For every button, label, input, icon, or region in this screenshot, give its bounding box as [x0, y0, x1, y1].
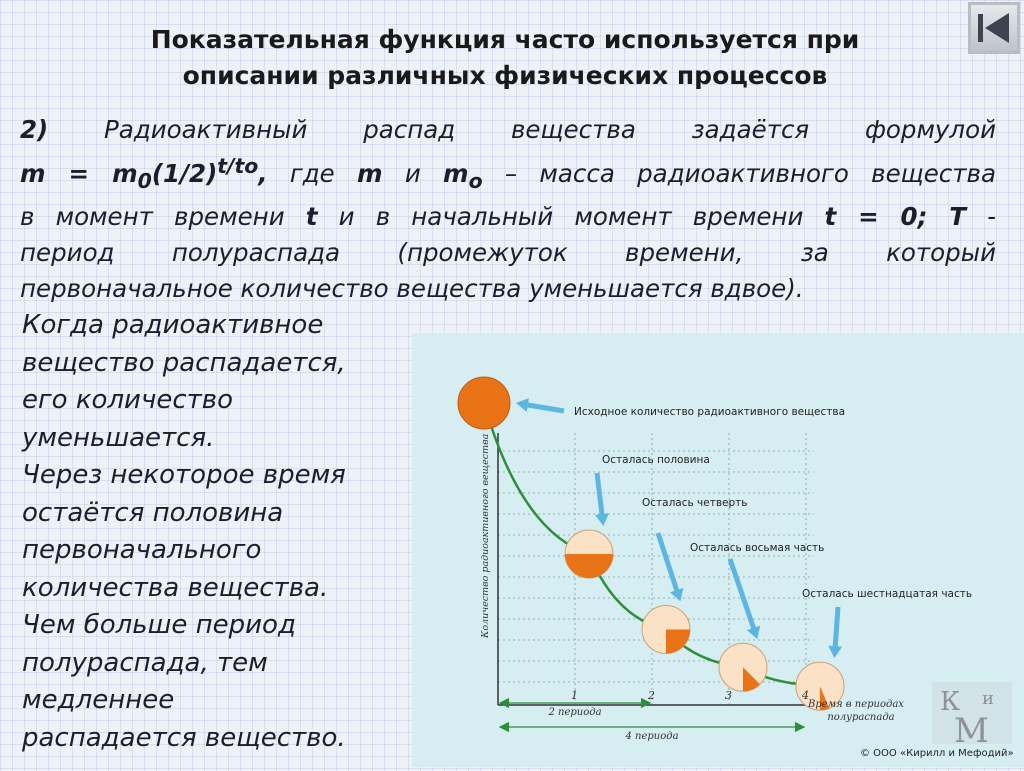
side-line: количества вещества. [22, 572, 329, 603]
side-line: Через некоторое время [22, 460, 346, 490]
period-span-label: 4 периода [625, 731, 679, 742]
formula-lhs: m = m [20, 159, 138, 189]
km-logo [932, 682, 1012, 744]
logo-letter-m: М [954, 711, 989, 744]
formula [20, 154, 268, 194]
pointer-arrow [728, 558, 761, 639]
var-t: t [305, 202, 318, 232]
side-line: его количество [22, 385, 233, 415]
item-number: 2) [20, 115, 49, 144]
side-text [22, 307, 422, 757]
point-label: Осталась восьмая часть [690, 542, 825, 554]
para-line-5: первоначальное количество вещества уменьшается вдвое). [20, 274, 804, 304]
side-line: уменьшается. [22, 422, 215, 453]
para-text: и в начальный момент времени [317, 202, 825, 232]
logo-letter-k: К [940, 687, 961, 717]
point-label: Осталась шестнадцатая часть [802, 588, 973, 600]
para-text: – масса радиоактивного вещества [482, 159, 996, 189]
side-line: остаётся половина [22, 497, 284, 528]
side-line: полураспада, тем [22, 647, 268, 678]
point-label: Исходное количество радиоактивного вещества [574, 406, 846, 418]
copyright: © ООО «Кирилл и Мефодий» [860, 748, 1014, 759]
para-text: - [966, 202, 996, 232]
side-line: первоначального [22, 535, 262, 565]
para-text: где [267, 159, 358, 189]
para-text: и [382, 159, 444, 189]
var-m0 [443, 159, 483, 194]
var-m0-sub: o [468, 169, 483, 194]
logo-letter-i: и [982, 688, 994, 709]
period-span-label: 2 периода [548, 707, 602, 718]
formula-exponent: t/to [217, 154, 259, 178]
side-line: вещество распадается, [22, 347, 346, 378]
slide-title [40, 22, 970, 94]
point-label: Осталась четверть [642, 497, 748, 509]
side-line: Чем больше период [22, 610, 296, 640]
x-tick-label: 2 [648, 689, 655, 702]
remaining-fill [666, 630, 690, 654]
para-text: в момент времени [20, 202, 306, 232]
x-tick-label: 4 [802, 689, 809, 702]
side-line: медленнее [22, 685, 175, 715]
point-label: Осталась половина [602, 454, 710, 466]
initial-amount-circle [458, 377, 510, 429]
para-line-1 [20, 112, 996, 148]
para-line-4: период полураспада (промежуток времени, за который [20, 238, 996, 268]
title-line-1: Показательная функция часто используется при [150, 25, 860, 54]
y-axis-label: Количество радиоактивного вещества [480, 433, 491, 638]
side-line: Когда радиоактивное [22, 310, 324, 340]
side-line: распадается вещество. [22, 722, 346, 753]
formula-paragraph [20, 112, 996, 307]
back-arrow-icon [971, 5, 1017, 51]
pointer-arrow [595, 473, 609, 526]
var-m0-letter: m [443, 159, 469, 189]
para-line-2 [20, 148, 996, 199]
formula-comma: , [258, 159, 268, 189]
var-m: m [357, 159, 383, 189]
formula-base: (1/2) [151, 159, 218, 189]
condition: t = 0; T [824, 202, 966, 232]
remaining-fill [565, 554, 613, 578]
para-text: Радиоактивный распад вещества задаётся формулой [48, 115, 996, 144]
back-button[interactable] [968, 2, 1020, 54]
pointer-arrow [516, 398, 564, 413]
x-axis-label: Время в периодах полураспада [808, 699, 904, 723]
x-tick-label: 3 [725, 689, 732, 702]
pointer-arrow [656, 532, 684, 601]
formula-sub: 0 [137, 169, 152, 194]
x-tick-label: 1 [571, 689, 578, 702]
pointer-arrow [828, 607, 842, 658]
para-line-3 [20, 199, 996, 235]
title-line-2: описании различных физических процессов [182, 61, 828, 90]
